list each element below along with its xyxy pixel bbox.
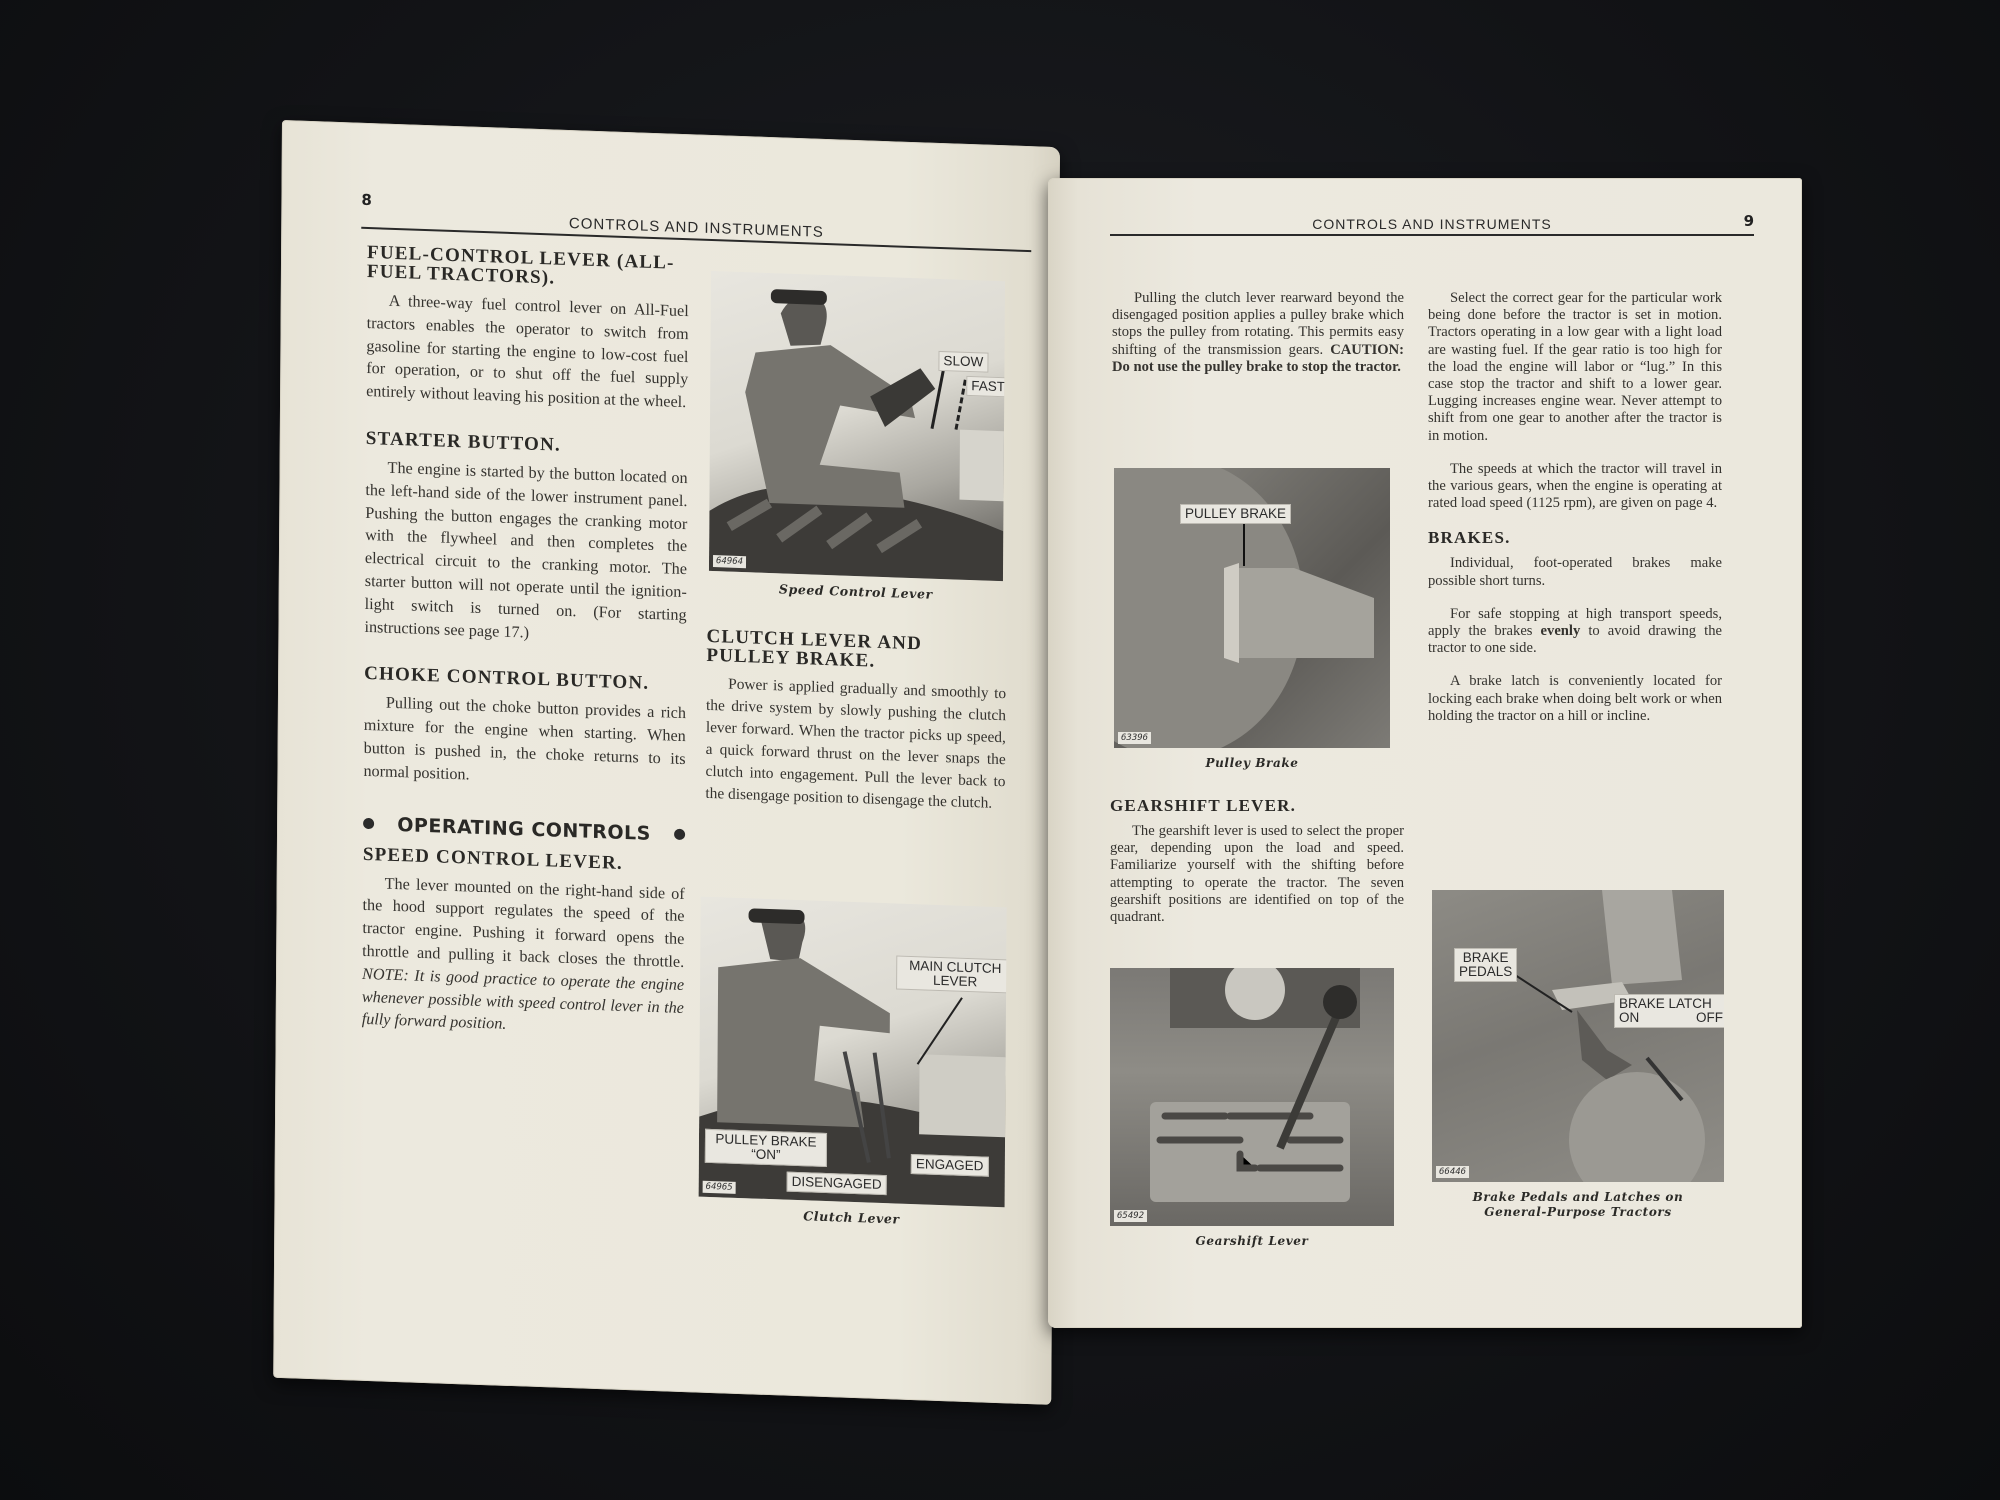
figure-speed-control-lever (709, 271, 1005, 604)
photo-id: 64964 (713, 555, 746, 568)
figure-brake-pedals (1432, 890, 1724, 1220)
caption-brake-pedals (1432, 1190, 1724, 1220)
caption-brake-pedals-line2: General-Purpose Tractors (1484, 1205, 1672, 1219)
body-pulley-brake (1112, 290, 1404, 376)
callout-disengaged: DISENGAGED (787, 1172, 887, 1195)
right-page (1048, 178, 1802, 1328)
operating-controls-title: OPERATING CONTROLS (397, 813, 651, 845)
body-gear-select: Select the correct gear for the particular work being done before the tractor is set in motion. Tractors operating in a low gear with a light load are wasting fuel. If the gear ratio is too high for the load the engine will labor or “lug.” In this case stop the tractor and shift to a lower gear. Lugging increases engine wear. Never attempt to shift from one gear to another after the tractor is in motion. (1428, 290, 1722, 444)
callout-brake-pedals-line2: PEDALS (1459, 964, 1513, 979)
body-clutch-lever: Power is applied gradually and smoothly to the drive system by slowly pushing the clutch lever forward. When the tractor picks up speed, a quick forward thrust on the lever snaps the clutch into engagement. Pull the lever back to the disengage position to disengage the clutch. (705, 675, 1007, 812)
left-page (273, 120, 1060, 1405)
caption-speed-control: Speed Control Lever (778, 581, 933, 602)
photo-id: 63396 (1118, 732, 1151, 744)
caption-brake-pedals-line1: Brake Pedals and Latches on (1472, 1190, 1684, 1204)
photo-speed-control (709, 271, 1005, 581)
callout-brake-pedals (1454, 948, 1517, 982)
body-fuel-control: A three-way fuel control lever on All-Fuel tractors enables the operator to switch from gasoline for starting the engine to low-cost fuel for operation, or to shut off the fuel supply entirely without leaving his position at the wheel. (366, 291, 689, 412)
photo-brake-pedals (1432, 890, 1724, 1182)
photo-clutch (699, 897, 1007, 1208)
figure-pulley-brake (1114, 468, 1390, 770)
tractor-operator-illustration (709, 271, 1005, 581)
caption-gearshift-lever: Gearshift Lever (1195, 1234, 1309, 1248)
brake-pedals-illustration (1432, 890, 1724, 1182)
photo-pulley-brake (1114, 468, 1390, 748)
callout-latch-off: OFF (1696, 1010, 1723, 1025)
bullet-dot-icon (363, 818, 374, 829)
photo-id: 64965 (703, 1181, 736, 1194)
body-brakes-1: Individual, foot-operated brakes make possible short turns. (1428, 555, 1722, 589)
heading-speed-control: SPEED CONTROL LEVER. (362, 843, 623, 874)
callout-engaged: ENGAGED (911, 1154, 989, 1177)
gearshift-section (1110, 796, 1404, 942)
callout-latch-on: ON (1619, 1010, 1640, 1025)
callout-brake-latch (1614, 994, 1724, 1028)
left-page-column-1 (362, 243, 689, 1042)
callout-pulley-brake-on (705, 1129, 827, 1167)
photo-gearshift (1110, 968, 1394, 1226)
body-choke-control: Pulling out the choke button provides a rich mixture for the engine when starting. When button is pushed in, the choke returns to its normal position. (363, 694, 687, 784)
gearshift-quadrant-illustration (1110, 968, 1394, 1226)
body-brakes-2 (1428, 606, 1722, 658)
heading-choke-control: CHOKE CONTROL BUTTON. (364, 663, 650, 695)
right-page-column-2 (1428, 290, 1722, 741)
callout-brake-pedals-line1: BRAKE (1462, 950, 1509, 965)
left-page-column-2 (705, 627, 1006, 833)
caption-pulley-brake: Pulley Brake (1205, 756, 1299, 770)
callout-brake-latch-title: BRAKE LATCH (1619, 996, 1712, 1011)
brakes-2-emphasis: evenly (1540, 623, 1581, 640)
body-gearshift-lever: The gearshift lever is used to select the proper gear, depending upon the load and speed. Familiarize yourself with the shifting before attempting to operate the tractor. The seven gearshift positions are identified on top of the quadrant. (1110, 823, 1404, 926)
callout-slow: SLOW (938, 351, 988, 373)
pulley-brake-text: Pulling the clutch lever rearward beyond the disengaged position applies a pulley brake which stops the pulley from rotating. This permits easy shifting of the transmission gears. (1112, 290, 1404, 358)
running-head-title: CONTROLS AND INSTRUMENTS (568, 215, 824, 241)
section-banner-operating-controls (363, 812, 685, 845)
photo-id: 65492 (1114, 1210, 1147, 1222)
callout-pulley-brake: PULLEY BRAKE (1180, 504, 1291, 524)
caption-clutch-lever: Clutch Lever (803, 1208, 900, 1227)
heading-gearshift-lever: GEARSHIFT LEVER. (1110, 796, 1297, 815)
figure-gearshift-lever (1110, 968, 1394, 1248)
brakes-2-pre: For safe stopping at high transport speeds, apply the brakes (1428, 605, 1722, 640)
right-page-column-1 (1112, 290, 1404, 392)
callout-main-clutch-lever: MAIN CLUTCH LEVER (896, 955, 1007, 993)
brakes-2-post: to avoid drawing the tractor to one side. (1428, 623, 1722, 657)
callout-fast: FAST (966, 376, 1005, 398)
pulley-brake-caution: CAUTION: Do not use the pulley brake to stop the tractor. (1112, 341, 1404, 375)
body-brakes-3: A brake latch is conveniently located for locking each brake when doing belt work or when holding the tractor on a hill or incline. (1428, 673, 1722, 724)
running-head-right (1110, 212, 1754, 236)
heading-brakes: BRAKES. (1428, 528, 1511, 548)
running-head-title: CONTROLS AND INSTRUMENTS (1312, 216, 1552, 232)
callout-pulley-brake-line1: PULLEY BRAKE (715, 1131, 817, 1150)
page-number: 8 (361, 190, 372, 210)
heading-starter-button: STARTER BUTTON. (365, 427, 561, 456)
heading-clutch-lever: CLUTCH LEVER AND PULLEY BRAKE. (706, 625, 923, 672)
callout-pulley-brake-line2: “ON” (751, 1146, 781, 1163)
body-starter-button: The engine is started by the button located on the left-hand side of the lower instrument panel. Pushing the button engages the cranking motor with the flywheel and then completes the electrical circuit to the cranking motor. The starter button will not operate until the ignition-light switch is turned on. (For starting instructions see page 17.) (364, 458, 688, 642)
body-speed-control (362, 871, 685, 1042)
running-head-left (361, 190, 1031, 252)
photo-id: 66446 (1436, 1166, 1469, 1178)
page-number: 9 (1743, 212, 1754, 230)
speed-control-text: The lever mounted on the right-hand side of the hood support regulates the speed of the tractor engine. Pushing it forward opens the throttle and pulling it back closes the throttle. (362, 874, 685, 971)
speed-control-note: NOTE: It is good practice to operate the engine whenever possible with speed control lever in the fully forward position. (361, 964, 685, 1034)
figure-clutch-lever (698, 897, 1006, 1231)
heading-fuel-control: FUEL-CONTROL LEVER (ALL-FUEL TRACTORS). (366, 241, 675, 289)
body-gear-speeds: The speeds at which the tractor will travel in the various gears, when the engine is operating at rated load speed (1125 rpm), are given on page 4. (1428, 460, 1722, 512)
bullet-dot-icon (674, 829, 685, 840)
